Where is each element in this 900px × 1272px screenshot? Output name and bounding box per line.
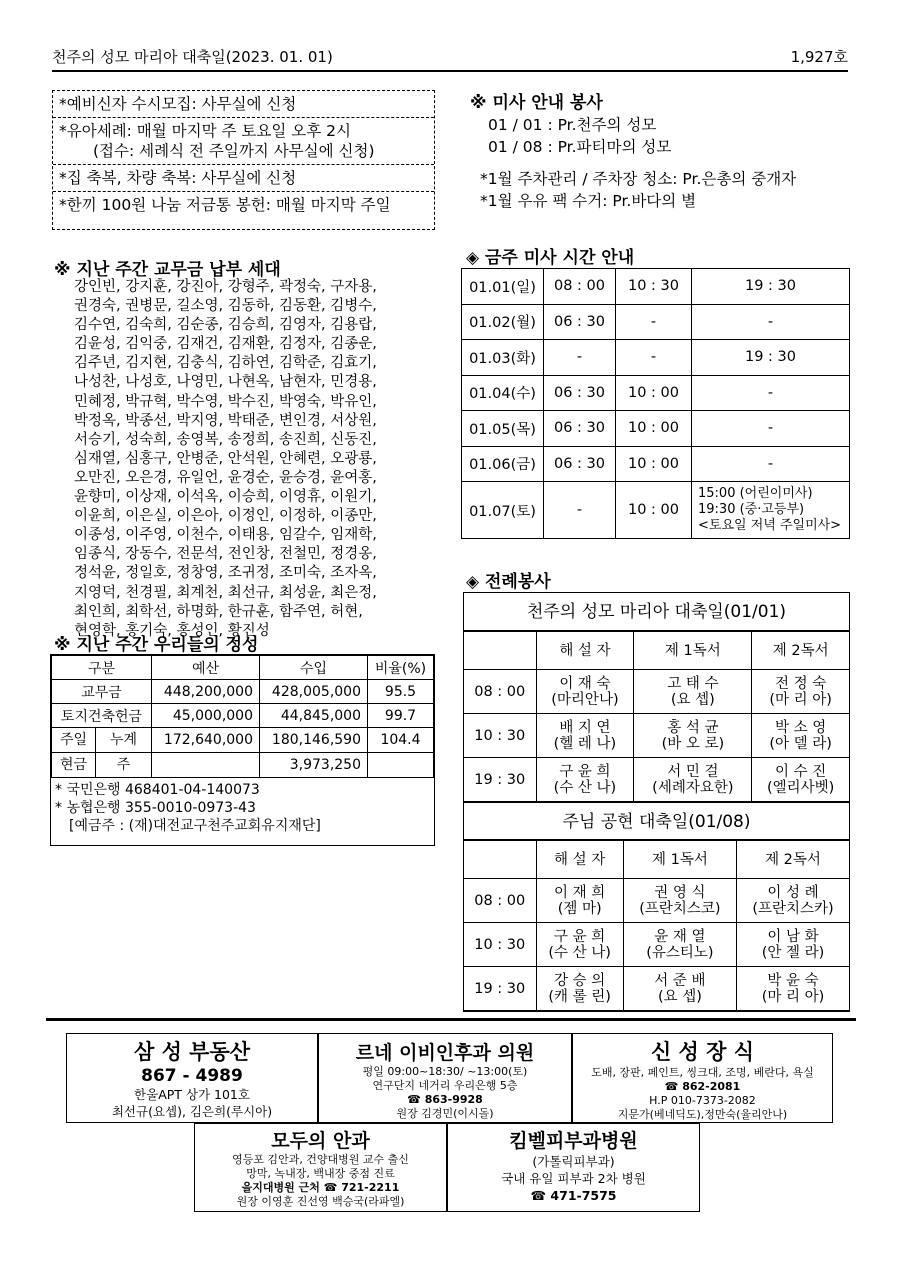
cell: 180,146,590 <box>260 728 368 753</box>
name-line: 이종성, 이주영, 이천수, 이태용, 임갈수, 임재학, <box>74 527 377 544</box>
name-line: 최인희, 최학선, 하명화, 한규훈, 함주연, 허현, <box>74 603 363 620</box>
col-header: 제 1독서 <box>634 632 752 670</box>
table-row <box>462 446 850 482</box>
table-row <box>52 753 434 778</box>
bank-info <box>51 778 434 835</box>
ad-name: 모두의 안과 <box>271 1130 370 1152</box>
cell: 01.04(수) <box>462 375 544 411</box>
col-header: 제 2독서 <box>737 841 850 879</box>
ad-name: 신 성 장 식 <box>650 1040 755 1064</box>
ad-text: (가톨릭피부과) <box>532 1154 615 1169</box>
cell <box>737 923 850 967</box>
cell: 06 : 30 <box>544 304 616 340</box>
cell-line: (수 산 나) <box>553 779 617 796</box>
tithe-heading: ※ 지난 주간 교무금 납부 세대 <box>54 260 281 280</box>
ad-rene-ent <box>318 1033 572 1123</box>
cell <box>634 758 752 802</box>
mass-service-notes <box>480 168 796 212</box>
tithe-names <box>74 278 444 641</box>
cell-line: (마 리 아) <box>761 988 825 1005</box>
cell-line: (엘리사벳) <box>766 779 835 796</box>
cell <box>536 758 634 802</box>
cell: 06 : 30 <box>544 375 616 411</box>
cell-line: (프란치스카) <box>752 900 834 917</box>
ad-modu-eye <box>194 1123 447 1212</box>
ad-text: ☎ 862-2081 <box>664 1080 741 1093</box>
table-row <box>52 680 434 704</box>
table-row <box>464 879 849 923</box>
cell: 01.07(토) <box>462 482 544 539</box>
table-row <box>464 670 849 714</box>
col-header: 예산 <box>152 656 260 680</box>
cell-line: (헬 레 나) <box>553 735 617 752</box>
cell-line: 서 준 배 <box>654 972 706 989</box>
bank-account: * 농협은행 355-0010-0973-43 <box>55 800 256 816</box>
name-line: 나성찬, 나성호, 나영민, 나현옥, 남현자, 민경용, <box>74 374 377 391</box>
cell <box>536 967 623 1011</box>
cell: - <box>692 304 850 340</box>
name-line: 오만진, 오은경, 유일언, 윤경순, 윤승경, 윤여홍, <box>74 469 377 486</box>
name-line: 윤향미, 이상재, 이석옥, 이승희, 이영휴, 이원기, <box>74 489 377 506</box>
cell <box>623 923 736 967</box>
name-line: 김수연, 김숙희, 김순종, 김승희, 김영자, 김용랍, <box>74 317 377 334</box>
cell: 01.02(월) <box>462 304 544 340</box>
cell-line: (세례자요한) <box>652 779 734 796</box>
ad-name: 삼 성 부동산 <box>133 1040 251 1064</box>
cell: 10 : 30 <box>616 269 692 305</box>
cell-label: 주일 <box>52 728 96 752</box>
name-line: 서승기, 성숙희, 송영복, 송정희, 송진희, 신동진, <box>74 431 377 448</box>
cell: 교무금 <box>52 680 152 704</box>
offering-heading: ※ 지난 주간 우리들의 정성 <box>54 635 259 655</box>
cell: 01.03(화) <box>462 340 544 376</box>
cell-line: 박 소 영 <box>775 719 827 736</box>
cell <box>536 714 634 758</box>
cell-label: 누계 <box>109 732 138 748</box>
cell: 45,000,000 <box>152 704 260 728</box>
cell <box>752 758 849 802</box>
cell <box>737 879 850 923</box>
cell-label: 주 <box>116 757 131 773</box>
table-row <box>464 632 849 670</box>
cell: - <box>692 375 850 411</box>
ad-text: H.P 010-7373-2082 <box>649 1094 756 1107</box>
table-row <box>462 340 850 376</box>
liturgy-section-title: 주님 공현 대축일(01/08) <box>464 802 849 840</box>
cell: 01.01(일) <box>462 269 544 305</box>
cell <box>52 728 152 753</box>
name-line: 박정옥, 박종선, 박지영, 박태준, 변인경, 서상원, <box>74 412 377 429</box>
cell-line: 이 수 진 <box>775 763 827 780</box>
col-header: 구분 <box>52 656 152 680</box>
cell <box>634 670 752 714</box>
cell: - <box>692 411 850 447</box>
cell-line: 박 윤 숙 <box>767 972 819 989</box>
cell: 01.05(목) <box>462 411 544 447</box>
table-row <box>464 758 849 802</box>
ad-name: 킴벨피부과병원 <box>509 1130 638 1152</box>
cell-line: 15:00 (어린이미사) <box>698 486 813 501</box>
cell <box>752 714 849 758</box>
cell-line: 구 윤 희 <box>554 928 606 945</box>
cell: 토지건축헌금 <box>52 704 152 728</box>
name-line: 김주년, 김지현, 김충식, 김하연, 김학준, 김효기, <box>74 355 377 372</box>
ad-text: 국내 유일 피부과 2차 병원 <box>501 1171 646 1186</box>
name-line: 권경숙, 권병문, 길소영, 김동하, 김동환, 김병수, <box>74 298 377 315</box>
col-header <box>464 632 536 670</box>
ad-text: 최선규(요셉), 김은희(루시아) <box>111 1104 273 1119</box>
ad-text: 망막, 녹내장, 백내장 중점 진료 <box>246 1167 395 1180</box>
mass-service-heading: ※ 미사 안내 봉사 <box>470 93 603 113</box>
cell-line: (요 셉) <box>670 691 715 708</box>
cell: 06 : 30 <box>544 446 616 482</box>
cell: - <box>692 446 850 482</box>
cell-line: 고 태 수 <box>667 675 719 692</box>
notice-item: *집 축복, 차량 축복: 사무실에 신청 <box>53 165 434 192</box>
col-header: 비율(%) <box>368 656 434 680</box>
col-header: 해 설 자 <box>536 632 634 670</box>
cell: 01.06(금) <box>462 446 544 482</box>
cell-line: 이 남 화 <box>767 928 819 945</box>
liturgy-box <box>463 592 850 1012</box>
offering-box <box>50 654 435 846</box>
cell <box>368 753 434 778</box>
bulletin-title: 천주의 성모 마리아 대축일(2023. 01. 01) <box>52 48 333 66</box>
liturgy-table <box>464 631 849 802</box>
cell <box>692 482 850 539</box>
table-row <box>464 923 849 967</box>
cell-line: (프란치스코) <box>639 900 721 917</box>
ad-text: 평일 09:00~18:30/ ~13:00(토) <box>362 1065 528 1078</box>
list-item: 01 / 01 : Pr.천주의 성모 <box>488 116 657 134</box>
cell: 19 : 30 <box>464 758 536 802</box>
cell-line: (수 산 나) <box>548 944 611 961</box>
cell: 08 : 00 <box>544 269 616 305</box>
cell: - <box>616 340 692 376</box>
ad-text: ☎ 471-7575 <box>530 1188 617 1203</box>
notice-item <box>53 118 434 165</box>
cell <box>536 923 623 967</box>
cell-line: 19:30 (중·고등부) <box>698 502 805 517</box>
ad-text: ☎ 863-9928 <box>407 1093 483 1106</box>
ad-text: 원장 이영훈 진선영 백승국(라파엘) <box>236 1195 405 1208</box>
mass-schedule-table <box>461 268 850 539</box>
cell-line: 권 영 식 <box>654 884 706 901</box>
col-header: 해 설 자 <box>536 841 623 879</box>
cell <box>152 753 260 778</box>
cell: 19 : 30 <box>692 340 850 376</box>
cell <box>536 670 634 714</box>
cell: 06 : 30 <box>544 411 616 447</box>
table-row <box>462 482 850 539</box>
notice-line: *유아세례: 매월 마지막 주 토요일 오후 2시 <box>59 122 351 140</box>
mass-service-list <box>488 114 671 158</box>
name-line: 지영덕, 천경필, 최계천, 최선규, 최성윤, 최은정, <box>74 584 377 601</box>
list-item: *1월 주차관리 / 주차장 청소: Pr.은총의 중개자 <box>480 170 797 188</box>
ad-kimbell-derm <box>447 1123 700 1212</box>
cell-line: (캐 롤 린) <box>548 988 611 1005</box>
table-row <box>52 728 434 753</box>
ad-text: 지문가(베네딕도),정만숙(율리안나) <box>617 1108 788 1121</box>
cell: 10 : 00 <box>616 482 692 539</box>
cell: 19 : 30 <box>464 967 536 1011</box>
table-row <box>464 967 849 1011</box>
name-line: 김윤성, 김익중, 김재건, 김재환, 김정자, 김종운, <box>74 336 377 353</box>
list-item: 01 / 08 : Pr.파티마의 성모 <box>488 138 672 156</box>
cell-line: (안 젤 라) <box>761 944 825 961</box>
cell: - <box>544 340 616 376</box>
cell <box>634 714 752 758</box>
cell: 95.5 <box>368 680 434 704</box>
cell-line: 강 승 의 <box>554 972 606 989</box>
cell-line: (바 오 로) <box>661 735 725 752</box>
ad-sinsung-interior <box>572 1033 833 1123</box>
cell-line: 이 재 희 <box>554 884 606 901</box>
notice-line: (접수: 세례식 전 주일까지 사무실에 신청) <box>93 142 375 160</box>
schedule-heading: ◈ 금주 미사 시간 안내 <box>466 248 635 268</box>
col-header: 제 2독서 <box>752 632 849 670</box>
ad-samsung-realty <box>66 1033 318 1123</box>
name-line: 정석윤, 정일호, 정창영, 조귀정, 조미숙, 조자옥, <box>74 565 377 582</box>
cell <box>536 879 623 923</box>
liturgy-table <box>464 840 849 1011</box>
notice-item: *예비신자 수시모집: 사무실에 신청 <box>53 91 434 118</box>
cell: 3,973,250 <box>260 753 368 778</box>
cell-line: 구 윤 희 <box>559 763 611 780</box>
cell <box>752 670 849 714</box>
cell-line: (유스티노) <box>646 944 714 961</box>
ad-text: 연구단지 네거리 우리은행 5층 <box>372 1079 518 1092</box>
cell: - <box>616 304 692 340</box>
cell-line: 이 재 숙 <box>559 675 611 692</box>
name-line: 민혜정, 박규혁, 박수영, 박수진, 박영숙, 박유인, <box>74 393 377 410</box>
cell: 99.7 <box>368 704 434 728</box>
cell-line: 홍 석 균 <box>667 719 719 736</box>
name-line: 현영학, 홍기숙, 홍성인, 황진성 <box>74 622 270 639</box>
ad-text: 을지대병원 근처 ☎ 721-2211 <box>241 1181 400 1194</box>
cell: 104.4 <box>368 728 434 753</box>
table-row <box>462 411 850 447</box>
table-row <box>462 269 850 305</box>
cell: 44,845,000 <box>260 704 368 728</box>
name-line: 이윤희, 이은실, 이은아, 이정인, 이정하, 이종만, <box>74 508 377 525</box>
table-row <box>462 304 850 340</box>
table-row <box>464 841 849 879</box>
name-line: 심재열, 심홍구, 안병준, 안석원, 안혜련, 오광룡, <box>74 450 377 467</box>
cell: 19 : 30 <box>692 269 850 305</box>
table-row <box>462 375 850 411</box>
ad-phone: 867 - 4989 <box>141 1066 243 1086</box>
name-line: 임종식, 장동수, 전문석, 전인창, 전철민, 정경옹, <box>74 546 377 563</box>
cell: - <box>544 482 616 539</box>
cell: 10 : 30 <box>464 714 536 758</box>
cell: 08 : 00 <box>464 670 536 714</box>
list-item: *1월 우유 팩 수거: Pr.바다의 별 <box>480 192 697 210</box>
notice-item: *한끼 100원 나눔 저금통 봉헌: 매월 마지막 주일 <box>59 196 391 214</box>
cell-line: (아 델 라) <box>769 735 832 752</box>
cell: 172,640,000 <box>152 728 260 753</box>
ad-text: 영등포 김안과, 건양대병원 교수 출신 <box>232 1153 409 1166</box>
cell-line: 서 민 걸 <box>667 763 719 780</box>
table-row <box>464 714 849 758</box>
cell <box>52 753 152 778</box>
ad-text: 한울APT 상가 101호 <box>134 1087 250 1102</box>
cell-line: 이 성 례 <box>767 884 819 901</box>
issue-number: 1,927호 <box>790 48 848 66</box>
cell: 10 : 00 <box>616 411 692 447</box>
table-row <box>52 704 434 728</box>
cell: 448,200,000 <box>152 680 260 704</box>
liturgy-section-title: 천주의 성모 마리아 대축일(01/01) <box>464 593 849 631</box>
name-line: 강인빈, 강지훈, 강진아, 강형주, 곽정숙, 구자용, <box>74 279 377 295</box>
cell <box>623 879 736 923</box>
cell-line: 윤 재 열 <box>654 928 706 945</box>
ad-text: 원장 김경민(이시돌) <box>396 1107 494 1120</box>
cell-line: <토요일 저녁 주일미사> <box>698 518 842 533</box>
liturgy-heading: ◈ 전례봉사 <box>466 572 551 592</box>
cell-line: (젬 마) <box>557 900 602 917</box>
ads-divider <box>46 1018 856 1021</box>
cell: 428,005,000 <box>260 680 368 704</box>
col-header: 수입 <box>260 656 368 680</box>
cell: 08 : 00 <box>464 879 536 923</box>
cell <box>623 967 736 1011</box>
cell-line: 배 지 연 <box>559 719 611 736</box>
account-holder: [예금주 : (재)대전교구천주교회유지재단] <box>69 818 321 834</box>
cell: 10 : 00 <box>616 375 692 411</box>
cell-line: 전 정 숙 <box>775 675 827 692</box>
cell: 10 : 30 <box>464 923 536 967</box>
cell-line: (요 셉) <box>657 988 702 1005</box>
cell <box>737 967 850 1011</box>
notice-box <box>52 90 435 230</box>
col-header: 제 1독서 <box>623 841 736 879</box>
ad-name: 르네 이비인후과 의원 <box>355 1042 535 1064</box>
bank-account: * 국민은행 468401-04-140073 <box>55 782 260 798</box>
page-header <box>52 44 848 72</box>
cell: 10 : 00 <box>616 446 692 482</box>
cell-line: (마리안나) <box>551 691 619 708</box>
cell-line: (마 리 아) <box>769 691 832 708</box>
cell-label: 현금 <box>52 753 96 777</box>
col-header <box>464 841 536 879</box>
offering-table <box>51 655 434 778</box>
ad-text: 도배, 장판, 페인트, 씽크대, 조명, 베란다, 욕실 <box>591 1066 814 1079</box>
